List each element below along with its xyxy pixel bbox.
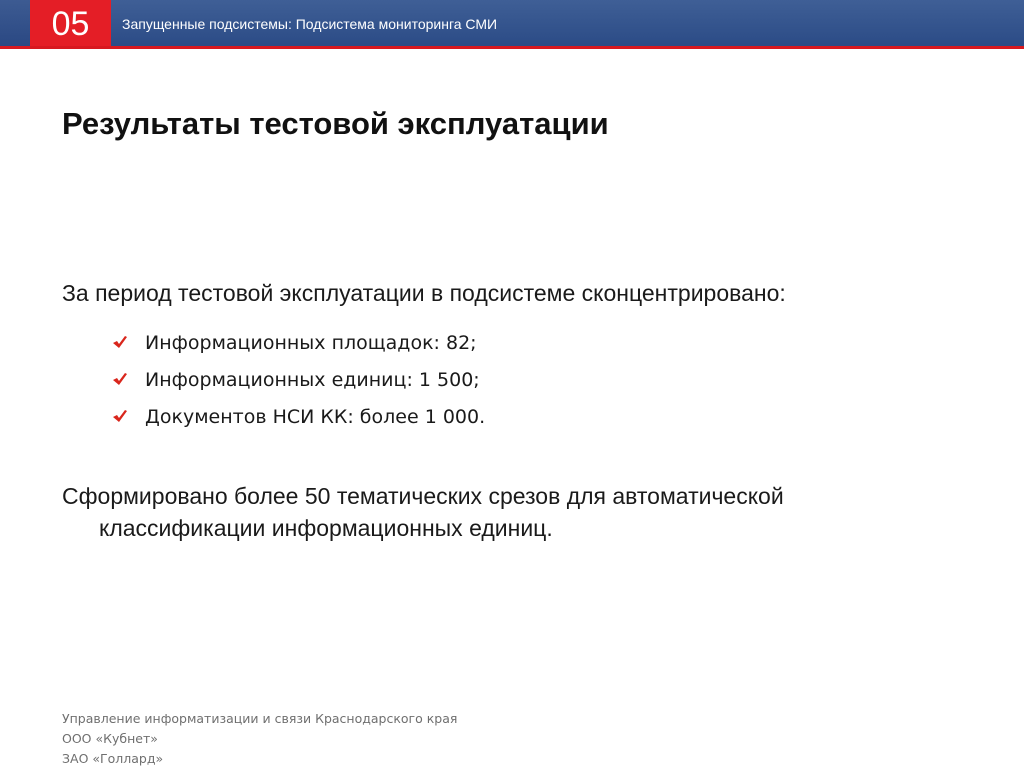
checkmark-icon — [112, 334, 128, 350]
bullet-item — [112, 362, 485, 399]
bullet-text: Информационных площадок: 82; — [145, 332, 477, 354]
section-breadcrumb: Запущенные подсистемы: Подсистема мониторинга СМИ — [122, 16, 498, 32]
bullet-text: Документов НСИ КК: более 1 000. — [145, 406, 486, 428]
slide-title: Результаты тестовой эксплуатации — [62, 106, 609, 141]
intro-text: За период тестовой эксплуатации в подсистеме сконцентрировано: — [62, 280, 786, 306]
slide-number-badge: 05 — [30, 0, 111, 47]
footer-line: ООО «Кубнет» — [62, 731, 158, 746]
checkmark-icon — [112, 408, 128, 424]
bullet-text: Информационных единиц: 1 500; — [145, 369, 480, 391]
header-left-block — [0, 0, 30, 47]
summary-paragraph — [62, 480, 902, 544]
footer-credits — [62, 709, 457, 769]
checkmark-icon — [112, 371, 128, 387]
footer-line: Управление информатизации и связи Краснодарского края — [62, 711, 458, 726]
bullet-item — [112, 325, 485, 362]
summary-line-2: классификации информационных единиц. — [99, 515, 553, 541]
header-divider — [0, 46, 1024, 49]
bullet-item — [112, 399, 485, 436]
footer-line: ЗАО «Голлард» — [62, 751, 164, 766]
bullet-list — [112, 325, 485, 436]
summary-line-1: Сформировано более 50 тематических срезов для автоматической — [62, 483, 784, 509]
